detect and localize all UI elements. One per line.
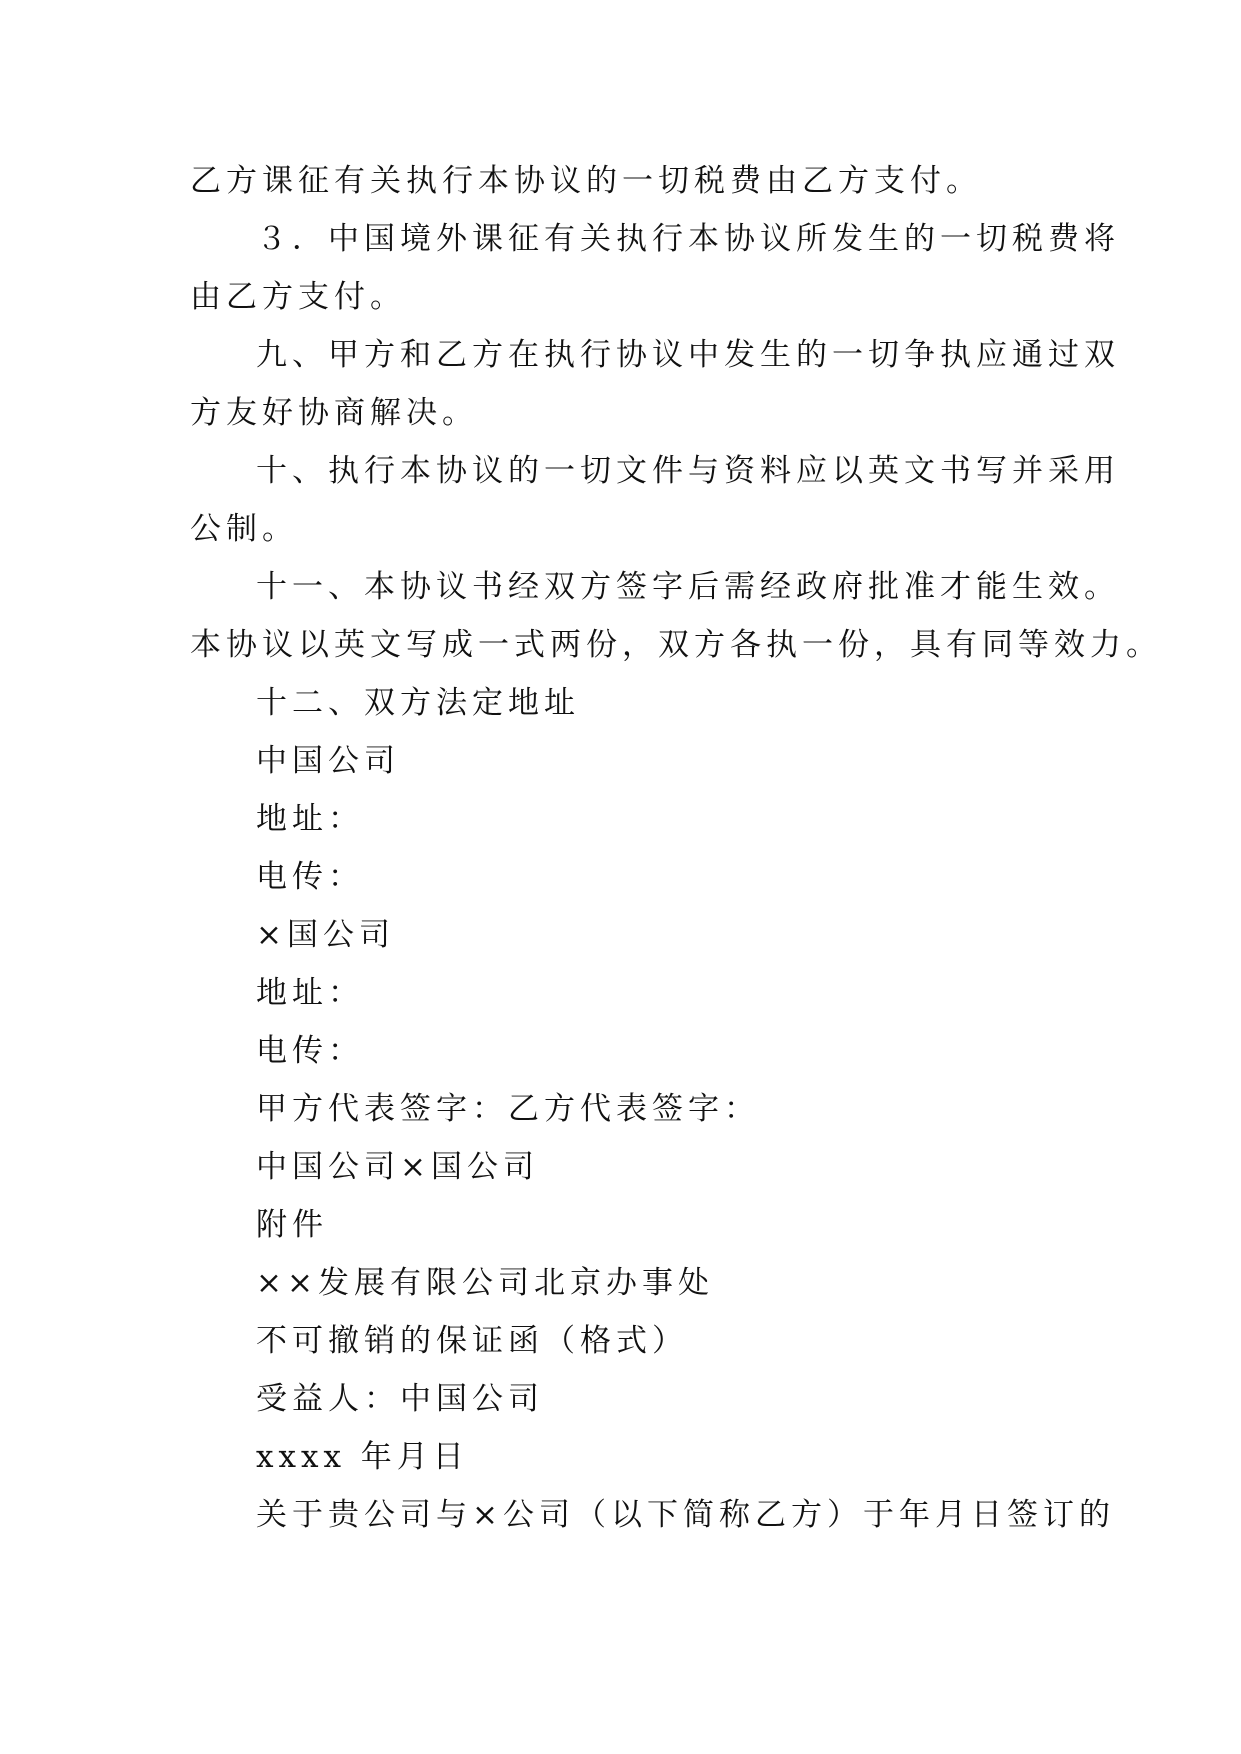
telex-label: 电传： [256,859,364,895]
guarantee-title: 不可撤销的保证函（格式） [256,1323,688,1359]
company-name: ×国公司 [256,917,395,953]
text-line: 关于贵公司与×公司（以下简称乙方）于年月日签订的 [256,1497,1115,1533]
beneficiary-line: 受益人：中国公司 [256,1381,544,1417]
text-line: 由乙方支付。 [190,279,406,315]
text-line: 方友好协商解决。 [190,395,478,431]
telex-label: 电传： [256,1033,364,1069]
signature-labels: 甲方代表签字：乙方代表签字： [256,1091,760,1127]
section-heading: 十二、双方法定地址 [256,685,580,721]
text-line: 十、执行本协议的一切文件与资料应以英文书写并采用 [256,453,1120,489]
document-body [190,152,1162,1544]
text-line: 十一、本协议书经双方签字后需经政府批准才能生效。 [256,569,1120,605]
attachment-heading: 附件 [256,1207,328,1243]
text-line: 公制。 [190,511,298,547]
text-line: 乙方课征有关执行本协议的一切税费由乙方支付。 [190,163,982,199]
issuer-name: ××发展有限公司北京办事处 [256,1265,714,1301]
text-line: ３．中国境外课征有关执行本协议所发生的一切税费将 [256,221,1120,257]
text-line: 九、甲方和乙方在执行协议中发生的一切争执应通过双 [256,337,1120,373]
company-name: 中国公司 [256,743,400,779]
address-label: 地址： [256,801,364,837]
signature-companies: 中国公司×国公司 [256,1149,539,1185]
text-line: 本协议以英文写成一式两份，双方各执一份，具有同等效力。 [190,627,1162,663]
date-line: xxxx 年月日 [256,1439,469,1475]
address-label: 地址： [256,975,364,1011]
